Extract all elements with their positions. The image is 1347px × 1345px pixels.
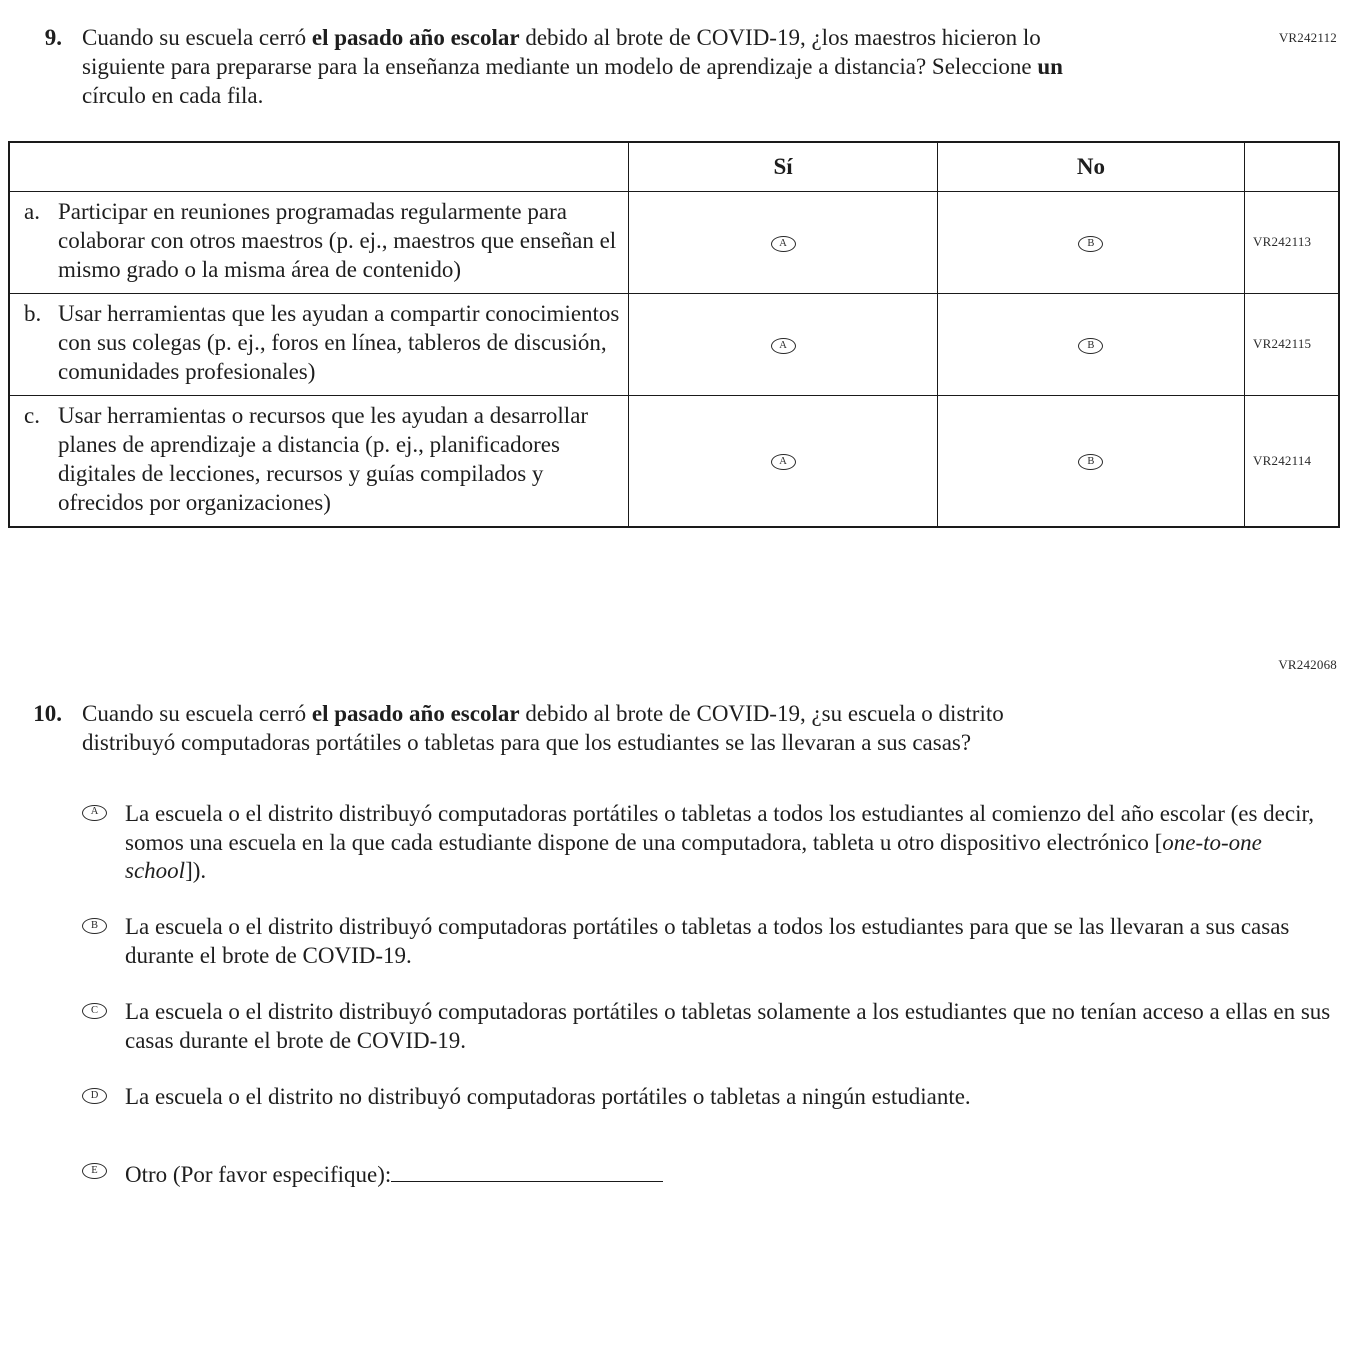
option-b-bubble[interactable]: B xyxy=(82,918,107,934)
q9-response-table xyxy=(8,141,1340,528)
q9-row-b-text: Usar herramientas que les ayudan a compartir conocimientos con sus colegas (p. ej., foros en línea, tableros de discusión, comunidades profesionales) xyxy=(58,300,620,384)
table-row-b xyxy=(9,293,1339,395)
page xyxy=(0,24,1347,1345)
option-a-bubble[interactable]: A xyxy=(82,805,107,821)
option-a-text-italic: one-to-one school xyxy=(125,829,1262,884)
q9-header-yes: Sí xyxy=(629,142,938,192)
q10-intro-bold: el pasado año escolar xyxy=(311,700,520,726)
q9-row-a-text: Participar en reuniones programadas regularmente para colaborar con otros maestros (p. ej., maestros que enseñan el mismo grado o la misma área de contenido) xyxy=(58,198,617,282)
q9-header-row xyxy=(9,142,1339,192)
q9-header-no: No xyxy=(937,142,1244,192)
q9-row-c-text: Usar herramientas o recursos que les ayudan a desarrollar planes de aprendizaje a distancia (p. ej., planificadores digitales de lecciones, recursos y guías compilados y ofrecidos por organizaciones) xyxy=(58,402,589,515)
option-d-text: La escuela o el distrito no distribuyó computadoras portátiles o tabletas a ningún estudiante. xyxy=(125,1084,971,1110)
q9-row-c-yes-cell xyxy=(629,395,938,526)
q9-row-c-statement-cell xyxy=(9,395,629,526)
table-row-a xyxy=(9,191,1339,293)
q9-row-a-yes-bubble[interactable]: A xyxy=(771,236,796,252)
q9-row-c-yes-bubble[interactable]: A xyxy=(771,454,796,470)
q9-row-c-code-cell xyxy=(1245,395,1339,526)
option-a-text-post: ]). xyxy=(185,858,207,884)
form-code-top: VR242112 xyxy=(1278,30,1337,45)
q9-row-b-no-bubble[interactable]: B xyxy=(1078,338,1103,354)
option-d xyxy=(82,1083,1337,1112)
option-e-text xyxy=(125,1158,1337,1190)
q9-row-c-no-bubble[interactable]: B xyxy=(1078,454,1103,470)
q9-row-b-no-cell xyxy=(937,293,1244,395)
q9-header-statement xyxy=(9,142,629,192)
option-e-label: Otro (Por favor especifique): xyxy=(125,1162,392,1188)
q9-row-b-code-cell xyxy=(1245,293,1339,395)
q9-intro-pre: Cuando su escuela cerró xyxy=(82,25,312,50)
question-9-number: 9. xyxy=(44,25,62,50)
q9-header-code xyxy=(1245,142,1339,192)
q9-row-a-code: VR242113 xyxy=(1253,234,1312,250)
q9-row-a-statement-cell xyxy=(9,191,629,293)
q9-row-a-yes-cell xyxy=(629,191,938,293)
q9-row-c-code: VR242114 xyxy=(1253,452,1312,468)
option-a xyxy=(82,800,1337,887)
q9-row-c-letter: c. xyxy=(24,402,40,428)
q9-row-a-no-bubble[interactable]: B xyxy=(1078,236,1103,252)
option-e-bubble[interactable]: E xyxy=(82,1163,107,1179)
question-10-number: 10. xyxy=(33,700,62,726)
q9-row-b-yes-cell xyxy=(629,293,938,395)
option-c-bubble[interactable]: C xyxy=(82,1003,107,1019)
option-a-text-pre: La escuela o el distrito distribuyó computadoras portátiles o tabletas a todos los estudiantes al comienzo del año escolar (es decir, somos una escuela en la que cada estudiante dispone de una computadora, tableta u otro dispositivo electrónico [ xyxy=(125,800,1314,855)
q9-row-a-letter: a. xyxy=(24,198,40,224)
q9-row-a-code-cell xyxy=(1245,191,1339,293)
option-a-text xyxy=(125,800,1337,887)
question-10 xyxy=(0,700,1347,758)
option-c-text: La escuela o el distrito distribuyó computadoras portátiles o tabletas solamente a los estudiantes que no tenían acceso a ellas en sus casas durante el brote de COVID-19. xyxy=(125,999,1331,1054)
q9-row-b-letter: b. xyxy=(24,300,42,326)
q10-intro-end: debido al brote de COVID-19, ¿su escuela o distrito distribuyó computadoras portátiles o tabletas para que los estudiantes se las llevaran a sus casas? xyxy=(82,700,1004,755)
other-specify-input-line[interactable] xyxy=(391,1158,663,1182)
option-e xyxy=(82,1158,1337,1190)
question-9 xyxy=(0,24,1347,111)
q9-row-c-no-cell xyxy=(937,395,1244,526)
q10-intro-pre: Cuando su escuela cerró xyxy=(82,700,312,726)
q9-intro-bold: el pasado año escolar xyxy=(311,25,520,50)
q9-intro-bold2: un xyxy=(1037,53,1063,79)
q10-options xyxy=(82,800,1337,1191)
option-d-bubble[interactable]: D xyxy=(82,1088,107,1104)
q9-row-a-no-cell xyxy=(937,191,1244,293)
q9-intro-mid: debido al brote de COVID-19, ¿los maestros hicieron lo siguiente para prepararse para la enseñanza mediante un modelo de aprendizaje a distancia? Seleccione xyxy=(82,25,1041,79)
question-10-text xyxy=(82,700,1067,758)
q9-row-b-yes-bubble[interactable]: A xyxy=(771,338,796,354)
q9-row-b-statement-cell xyxy=(9,293,629,395)
option-c xyxy=(82,998,1337,1056)
q9-intro-end: círculo en cada fila. xyxy=(82,82,264,108)
option-b-text: La escuela o el distrito distribuyó computadoras portátiles o tabletas a todos los estudiantes para que se las llevaran a sus casas durante el brote de COVID-19. xyxy=(125,914,1290,969)
question-9-text xyxy=(82,24,1067,111)
q9-row-b-code: VR242115 xyxy=(1253,336,1312,352)
form-code-mid: VR242068 xyxy=(1278,656,1337,672)
table-row-c xyxy=(9,395,1339,526)
option-b xyxy=(82,913,1337,971)
